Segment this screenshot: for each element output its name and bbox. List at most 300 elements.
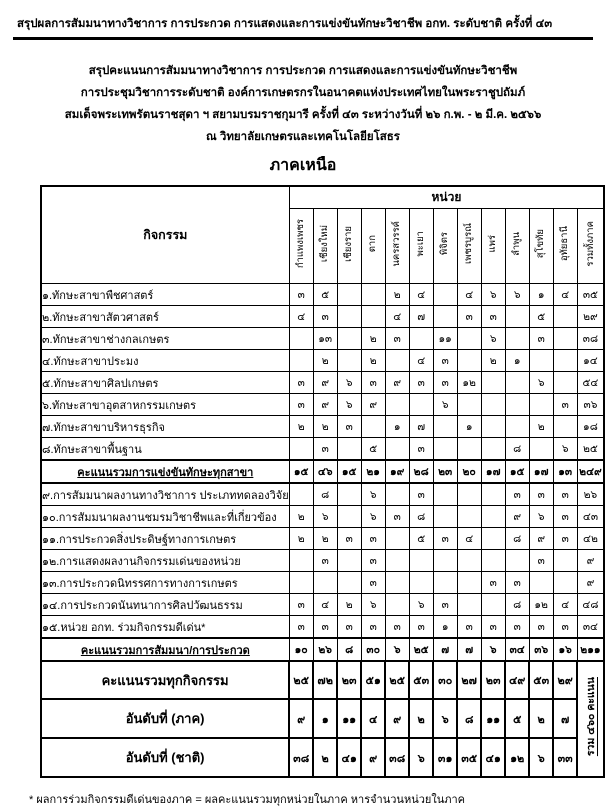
score-cell [289, 483, 313, 506]
score-cell: ๑ [457, 416, 481, 438]
score-cell: ๓ [529, 616, 553, 639]
score-cell: ๓๕ [457, 738, 481, 777]
score-cell: ๑ [505, 350, 529, 372]
score-cell: ๓ [529, 483, 553, 506]
score-cell [385, 528, 409, 550]
score-cell: ๓ [385, 328, 409, 350]
rank-row [41, 738, 604, 777]
score-cell: ๑ [313, 699, 337, 738]
score-cell: ๒๓ [433, 460, 457, 483]
score-cell [553, 328, 577, 350]
score-cell [409, 394, 433, 416]
score-cell [505, 328, 529, 350]
score-cell: ๘ [505, 438, 529, 461]
score-cell: ๓ [361, 572, 385, 594]
activity-row [41, 550, 604, 572]
row-total-cell: ๒๙ [577, 306, 604, 328]
score-cell [337, 328, 361, 350]
score-cell [505, 416, 529, 438]
score-cell [457, 350, 481, 372]
score-cell [433, 306, 457, 328]
score-cell [385, 438, 409, 461]
score-cell: ๓ [313, 550, 337, 572]
row-label: อันดับที่ (ภาค) [41, 699, 289, 738]
score-cell: ๓๓ [553, 738, 577, 777]
score-cell: ๓ [361, 550, 385, 572]
score-cell [337, 506, 361, 528]
column-header-label: เชียงราย [343, 225, 355, 262]
row-total-cell: ๒๖ [577, 483, 604, 506]
score-cell: ๑๒ [505, 738, 529, 777]
score-cell: ๒๑ [361, 460, 385, 483]
score-cell [457, 572, 481, 594]
column-header [433, 209, 457, 284]
score-cell: ๓ [457, 616, 481, 639]
score-cell: ๓ [433, 350, 457, 372]
score-cell: ๕ [529, 306, 553, 328]
score-cell: ๑๓ [313, 328, 337, 350]
score-cell [385, 394, 409, 416]
score-cell: ๘ [337, 638, 361, 661]
score-cell: ๗ [409, 306, 433, 328]
grand-total-note-cell [577, 661, 604, 777]
row-total-cell: ๒๕ [577, 438, 604, 461]
row-label: ๑๒.การแสดงผลงานกิจกรรมเด่นของหน่วย [41, 550, 289, 572]
score-cell: ๑ [385, 416, 409, 438]
activity-row [41, 284, 604, 306]
activity-row [41, 394, 604, 416]
activity-header-cell: กิจกรรม [41, 186, 289, 284]
score-cell: ๕ [505, 699, 529, 738]
score-cell: ๖ [409, 738, 433, 777]
scores-table [40, 185, 605, 778]
score-cell: ๖ [337, 372, 361, 394]
score-cell: ๒ [313, 350, 337, 372]
score-cell: ๖ [385, 638, 409, 661]
score-cell: ๓ [361, 616, 385, 639]
activity-row [41, 416, 604, 438]
document-title: สรุปผลการสัมมนาทางวิชาการ การประกวด การแสดงและการแข่งขันทักษะวิชาชีพ อกท. ระดับชาติ ครั้งที่ ๔๓ [13, 14, 593, 40]
row-label: ๒.ทักษะสาขาสัตวศาสตร์ [41, 306, 289, 328]
score-cell: ๖ [361, 506, 385, 528]
score-cell: ๔๑ [481, 738, 505, 777]
score-cell: ๑๕ [289, 460, 313, 483]
score-cell: ๓ [385, 506, 409, 528]
score-cell: ๔ [361, 699, 385, 738]
score-cell: ๒ [313, 416, 337, 438]
score-cell: ๕๑ [361, 661, 385, 699]
score-cell: ๓ [409, 372, 433, 394]
row-label: ๙.การสัมมนาผลงานทางวิชาการ ประเภททดลองวิจัย [41, 483, 289, 506]
score-cell: ๒ [481, 350, 505, 372]
column-header [337, 209, 361, 284]
column-header-label: พิจิตร [439, 231, 451, 256]
score-cell: ๓ [337, 616, 361, 639]
score-cell [553, 306, 577, 328]
score-cell: ๗ [553, 699, 577, 738]
score-cell: ๗๒ [313, 661, 337, 699]
activity-row [41, 572, 604, 594]
score-cell: ๖ [481, 638, 505, 661]
score-cell: ๒๓ [337, 661, 361, 699]
score-cell: ๖ [361, 483, 385, 506]
score-cell [385, 594, 409, 616]
score-cell: ๓๔ [505, 638, 529, 661]
intro-line: การประชุมวิชาการระดับชาติ องค์การเกษตรกรในอนาคตแห่งประเทศไทยในพระราชูปถัมภ์ [80, 87, 526, 99]
column-header-label: เพชรบูรณ์ [463, 222, 475, 264]
score-cell: ๙ [385, 699, 409, 738]
score-cell: ๓ [313, 306, 337, 328]
score-cell: ๓ [289, 594, 313, 616]
score-cell: ๗ [409, 416, 433, 438]
score-cell [553, 550, 577, 572]
score-cell: ๑๑ [337, 699, 361, 738]
score-cell: ๒ [409, 699, 433, 738]
score-cell: ๒๖ [313, 638, 337, 661]
row-label: คะแนนรวมการสัมมนา/การประกวด [41, 638, 289, 661]
score-cell: ๔ [553, 594, 577, 616]
score-cell: ๔ [409, 284, 433, 306]
score-cell: ๒ [337, 594, 361, 616]
column-header [313, 209, 337, 284]
score-cell [385, 350, 409, 372]
score-cell: ๖ [529, 506, 553, 528]
score-cell [385, 572, 409, 594]
row-label: ๑.ทักษะสาขาพืชศาสตร์ [41, 284, 289, 306]
score-cell: ๓ [481, 572, 505, 594]
document-page [0, 14, 606, 804]
score-cell [433, 438, 457, 461]
score-cell: ๔ [457, 284, 481, 306]
score-cell: ๒๙ [553, 661, 577, 699]
score-cell [433, 572, 457, 594]
row-label: ๑๑.การประกวดสิ่งประดิษฐ์ทางการเกษตร [41, 528, 289, 550]
score-cell [481, 438, 505, 461]
score-cell: ๖ [505, 284, 529, 306]
score-cell: ๓ [361, 528, 385, 550]
score-cell: ๔ [553, 284, 577, 306]
score-cell [553, 572, 577, 594]
score-cell: ๖ [313, 506, 337, 528]
score-cell: ๓ [505, 572, 529, 594]
score-cell: ๙ [289, 699, 313, 738]
column-header-label: ลำพูน [511, 231, 523, 256]
score-cell [505, 394, 529, 416]
score-cell: ๔ [313, 594, 337, 616]
score-cell [529, 572, 553, 594]
activity-row [41, 306, 604, 328]
row-total-cell: ๔๓ [577, 506, 604, 528]
score-cell [529, 438, 553, 461]
subtotal-row [41, 460, 604, 483]
score-cell: ๒๐ [457, 460, 481, 483]
row-label: ๓.ทักษะสาขาช่างกลเกษตร [41, 328, 289, 350]
row-label: ๑๕.หน่วย อกท. ร่วมกิจกรรมดีเด่น* [41, 616, 289, 639]
column-header-label: นครสวรรค์ [391, 220, 403, 267]
row-total-cell: ๙ [577, 572, 604, 594]
score-cell [505, 372, 529, 394]
row-label: ๑๐.การสัมมนาผลงานชมรมวิชาชีพและที่เกี่ยวข้อง [41, 506, 289, 528]
row-label: ๑๓.การประกวดนิทรรศการทางการเกษตร [41, 572, 289, 594]
score-cell: ๒ [289, 528, 313, 550]
score-cell [337, 483, 361, 506]
score-cell: ๒ [289, 506, 313, 528]
row-total-cell: ๓๕ [577, 284, 604, 306]
score-cell: ๔ [457, 528, 481, 550]
score-cell: ๖ [409, 594, 433, 616]
row-label: ๘.ทักษะสาขาพื้นฐาน [41, 438, 289, 461]
unit-header-cell: หน่วย [289, 186, 604, 209]
rank-row [41, 699, 604, 738]
score-cell: ๔ [385, 306, 409, 328]
activity-row [41, 483, 604, 506]
score-cell: ๙ [361, 394, 385, 416]
score-cell: ๑๕ [505, 460, 529, 483]
column-header [457, 209, 481, 284]
row-total-cell: ๒๑๑ [577, 638, 604, 661]
score-cell: ๓๘ [385, 738, 409, 777]
score-cell [337, 438, 361, 461]
score-cell [409, 550, 433, 572]
score-cell [433, 550, 457, 572]
score-cell [457, 394, 481, 416]
score-cell [337, 572, 361, 594]
score-cell: ๓ [505, 483, 529, 506]
score-cell: ๓ [385, 616, 409, 639]
score-cell: ๓ [553, 616, 577, 639]
score-cell [481, 483, 505, 506]
row-label: ๔.ทักษะสาขาประมง [41, 350, 289, 372]
score-cell [457, 550, 481, 572]
score-cell: ๓ [289, 616, 313, 639]
score-cell [529, 350, 553, 372]
score-cell: ๒๕ [289, 661, 313, 699]
score-cell [433, 416, 457, 438]
row-total-cell: ๓๘ [577, 328, 604, 350]
score-cell: ๒ [361, 328, 385, 350]
column-header-label: พะเยา [415, 230, 427, 257]
score-cell [313, 572, 337, 594]
activity-row [41, 350, 604, 372]
score-cell [457, 506, 481, 528]
score-cell: ๓ [553, 483, 577, 506]
score-cell: ๙ [313, 394, 337, 416]
activity-row [41, 372, 604, 394]
score-cell: ๓ [289, 372, 313, 394]
score-cell: ๒ [385, 284, 409, 306]
row-label: คะแนนรวมการแข่งขันทักษะทุกสาขา [41, 460, 289, 483]
score-cell: ๘ [505, 528, 529, 550]
score-cell: ๓๖ [529, 638, 553, 661]
score-cell: ๔ [289, 306, 313, 328]
score-cell [553, 350, 577, 372]
score-cell: ๑๐ [289, 638, 313, 661]
score-cell: ๑ [433, 616, 457, 639]
score-cell: ๓ [529, 550, 553, 572]
column-header [289, 209, 313, 284]
activity-row [41, 594, 604, 616]
score-cell: ๒ [289, 416, 313, 438]
score-cell: ๓ [409, 438, 433, 461]
score-cell: ๓๐ [433, 661, 457, 699]
column-header [529, 209, 553, 284]
footnote: * ผลการร่วมกิจกรรมดีเด่นของภาค = ผลคะแนนรวมทุกหน่วยในภาค หารจำนวนหน่วยในภาค [29, 794, 466, 806]
score-cell: ๓ [481, 306, 505, 328]
column-header-label: ตาก [367, 234, 379, 253]
column-header-label: รวมทั้งภาค [584, 220, 596, 267]
score-cell: ๑๒ [529, 594, 553, 616]
score-cell: ๗ [457, 638, 481, 661]
score-cell [361, 416, 385, 438]
score-cell: ๓ [553, 528, 577, 550]
score-cell: ๖ [481, 284, 505, 306]
score-cell: ๙ [529, 528, 553, 550]
score-cell: ๘ [457, 699, 481, 738]
score-cell: ๔๑ [337, 738, 361, 777]
column-header [361, 209, 385, 284]
column-header-label: แพร่ [487, 234, 499, 253]
score-cell [481, 506, 505, 528]
score-cell: ๔ [409, 350, 433, 372]
score-cell [457, 438, 481, 461]
score-cell: ๓๑ [433, 738, 457, 777]
row-label: ๗.ทักษะสาขาบริหารธุรกิจ [41, 416, 289, 438]
score-cell: ๖ [433, 394, 457, 416]
score-cell: ๕๓ [529, 661, 553, 699]
activity-row [41, 506, 604, 528]
score-cell: ๓ [433, 528, 457, 550]
score-cell: ๖ [361, 594, 385, 616]
column-header [553, 209, 577, 284]
score-cell: ๓ [409, 616, 433, 639]
row-total-cell: ๔๒ [577, 528, 604, 550]
score-cell: ๒ [361, 350, 385, 372]
column-header [409, 209, 433, 284]
column-header [505, 209, 529, 284]
score-cell [553, 416, 577, 438]
score-cell: ๖ [529, 372, 553, 394]
score-cell [433, 506, 457, 528]
score-cell: ๙ [385, 372, 409, 394]
score-cell: ๑ [529, 284, 553, 306]
grand-total-note: รวม ๔๖๐ คะแนน [585, 676, 598, 757]
row-total-cell: ๑๘ [577, 416, 604, 438]
score-cell [481, 394, 505, 416]
column-header-label: กำแพงเพชร [295, 218, 307, 269]
row-total-cell: ๑๔ [577, 350, 604, 372]
score-cell: ๒ [313, 528, 337, 550]
score-cell: ๓ [553, 506, 577, 528]
score-cell: ๓ [409, 483, 433, 506]
region-heading: ภาคเหนือ [269, 157, 337, 174]
score-cell [409, 328, 433, 350]
score-cell [553, 372, 577, 394]
score-cell [385, 550, 409, 572]
row-label: ๖.ทักษะสาขาอุตสาหกรรมเกษตร [41, 394, 289, 416]
score-cell: ๔๙ [505, 661, 529, 699]
score-cell: ๗ [433, 638, 457, 661]
activity-row [41, 616, 604, 639]
score-cell: ๓ [481, 616, 505, 639]
row-total-cell: ๓๖ [577, 394, 604, 416]
score-cell: ๒ [313, 738, 337, 777]
row-label: ๑๔.การประกวดนันทนาการศิลปวัฒนธรรม [41, 594, 289, 616]
score-cell: ๕๓ [409, 661, 433, 699]
score-cell: ๓ [289, 284, 313, 306]
score-cell: ๓ [337, 528, 361, 550]
intro-line: ณ วิทยาลัยเกษตรและเทคโนโลยียโสธร [206, 131, 400, 143]
score-cell: ๑๑ [433, 328, 457, 350]
score-cell: ๑๗ [481, 460, 505, 483]
score-cell: ๓ [433, 594, 457, 616]
score-cell [481, 528, 505, 550]
score-cell: ๓ [361, 372, 385, 394]
score-cell: ๖ [337, 394, 361, 416]
score-cell [289, 350, 313, 372]
score-cell: ๓๘ [289, 738, 313, 777]
score-cell: ๑๒ [457, 372, 481, 394]
column-header-label: สุโขทัย [535, 228, 547, 259]
row-label: คะแนนรวมทุกกิจกรรม [41, 661, 289, 699]
score-cell: ๕ [361, 438, 385, 461]
column-header [385, 209, 409, 284]
subtotal-row [41, 638, 604, 661]
column-header [481, 209, 505, 284]
score-cell [529, 394, 553, 416]
score-cell: ๓ [289, 394, 313, 416]
score-cell: ๓ [457, 306, 481, 328]
score-cell: ๑๓ [553, 460, 577, 483]
score-cell: ๑๕ [337, 460, 361, 483]
score-cell [337, 284, 361, 306]
score-cell: ๓ [313, 616, 337, 639]
score-cell: ๙ [361, 738, 385, 777]
score-cell [337, 550, 361, 572]
score-cell: ๕ [313, 284, 337, 306]
row-label: อันดับที่ (ชาติ) [41, 738, 289, 777]
score-cell: ๑๖ [553, 638, 577, 661]
row-total-cell: ๔๘ [577, 594, 604, 616]
column-header-label: เชียงใหม่ [319, 224, 331, 263]
intro-line: สรุปคะแนนการสัมมนาทางวิชาการ การประกวด การแสดงและการแข่งขันทักษะวิชาชีพ [88, 65, 518, 77]
score-cell: ๒๕ [409, 638, 433, 661]
score-cell: ๑๑ [481, 699, 505, 738]
score-cell: ๑๗ [529, 460, 553, 483]
row-total-cell: ๙ [577, 550, 604, 572]
score-cell: ๒ [529, 416, 553, 438]
score-cell: ๒๕ [385, 661, 409, 699]
score-cell: ๓ [337, 416, 361, 438]
score-cell [433, 483, 457, 506]
score-cell: ๘ [409, 506, 433, 528]
score-cell [361, 284, 385, 306]
score-cell: ๘ [505, 594, 529, 616]
grand-total-row [41, 661, 604, 699]
intro-line: สมเด็จพระเทพรัตนราชสุดา ฯ สยามบรมราชกุมารี ครั้งที่ ๔๓ ระหว่างวันที่ ๒๖ ก.พ. - ๒ มี.ค. ๒๕๖๖ [64, 109, 542, 121]
score-cell [385, 483, 409, 506]
score-cell [481, 550, 505, 572]
score-cell [337, 350, 361, 372]
row-total-cell: ๓๔ [577, 616, 604, 639]
score-cell [289, 550, 313, 572]
score-cell: ๙ [313, 372, 337, 394]
score-cell: ๓ [505, 616, 529, 639]
score-cell: ๓ [553, 394, 577, 416]
row-total-cell: ๒๔๙ [577, 460, 604, 483]
score-cell: ๓๐ [361, 638, 385, 661]
score-cell [289, 438, 313, 461]
score-cell: ๔๖ [313, 460, 337, 483]
